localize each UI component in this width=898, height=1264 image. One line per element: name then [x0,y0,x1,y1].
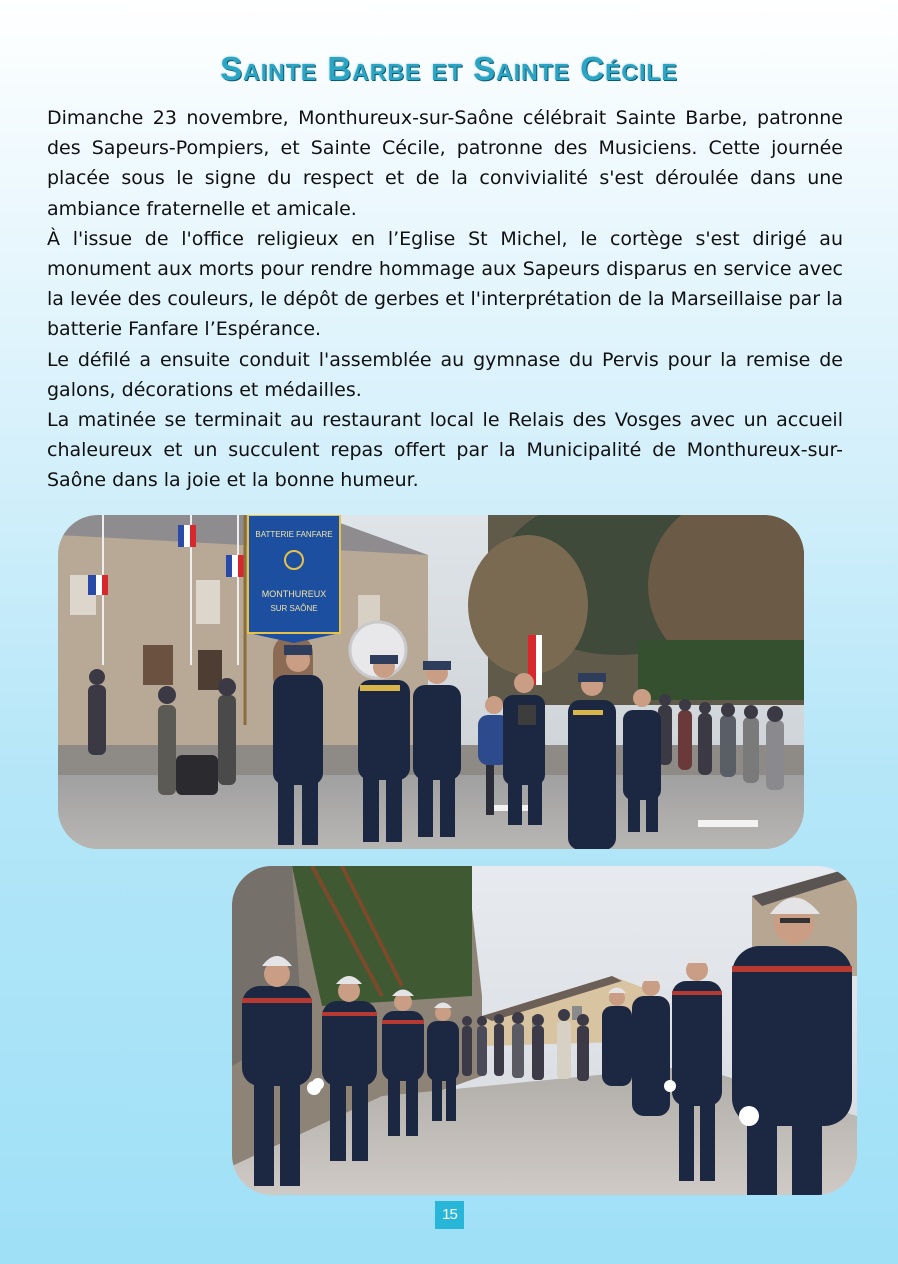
photo-band-parade [58,515,804,849]
paragraph-ceremony: À l'issue de l'office religieux en l’Eglise St Michel, le cortège s'est dirigé au monument aux morts pour rendre hommage aux Sapeurs disparus en service avec la levée des couleurs, le dépôt de gerbes et l'interprétation de la Marseillaise par la batterie Fanfare l’Espérance. [47,227,843,341]
banner-line-1: BATTERIE FANFARE [255,530,333,539]
firefighters-illustration [232,866,857,1195]
article-body [47,103,843,496]
page-title: Sainte Barbe et Sainte Cécile [220,50,678,87]
banner-line-2: MONTHUREUX [261,589,327,599]
paragraph-lunch: La matinée se terminait au restaurant local le Relais des Vosges avec un accueil chaleureux et un succulent repas offert par la Municipalité de Monthureux-sur-Saône dans la joie et la bonne humeur. [47,409,843,492]
banner-line-3: SUR SAÔNE [270,604,318,613]
paragraph-parade: Le défilé a ensuite conduit l'assemblée au gymnase du Pervis pour la remise de galons, décorations et médailles. [47,348,843,401]
paragraph-intro: Dimanche 23 novembre, Monthureux-sur-Saône célébrait Sainte Barbe, patronne des Sapeurs-Pompiers, et Sainte Cécile, patronne des Musiciens. Cette journée placée sous le signe du respect et de la convivialité s'est déroulée dans une ambiance fraternelle et amicale. [47,107,843,220]
page-number-badge: 15 [435,1201,464,1229]
band-parade-illustration [58,515,804,849]
photo-firefighters-march [232,866,857,1195]
